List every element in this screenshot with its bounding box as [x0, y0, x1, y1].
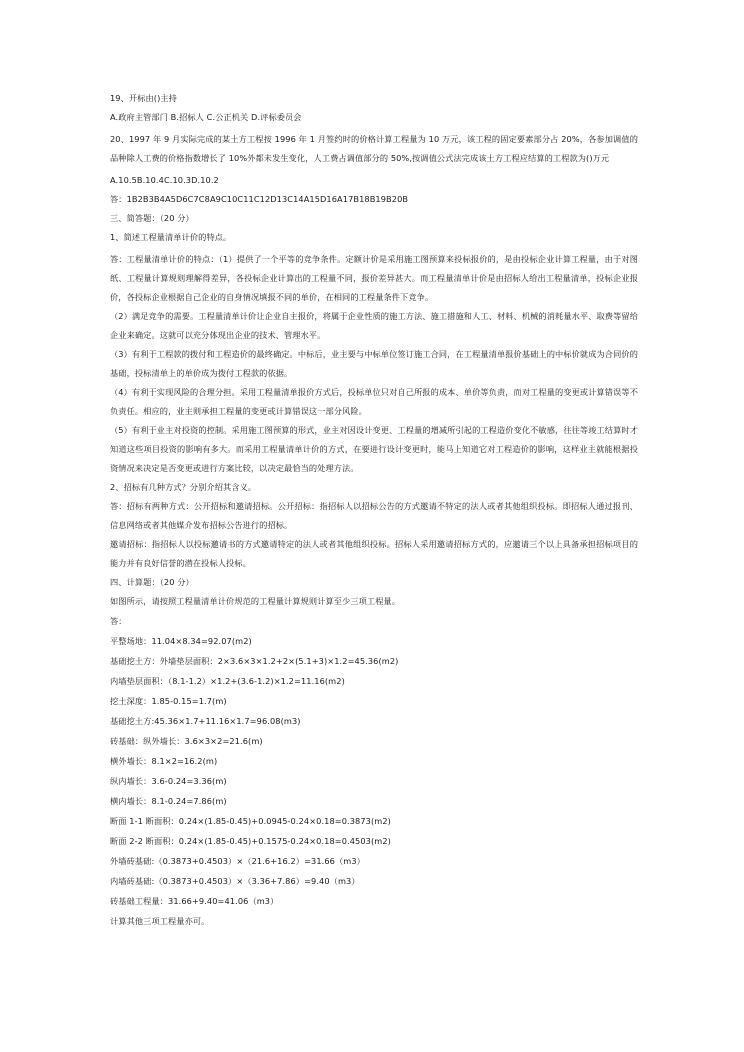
s3-answer-p1: 答：工程量清单计价的特点：（1）提供了一个平等的竞争条件。定额计价是采用施工图预算来投标报价的，是由投标企业计算工程量，由于对图纸、工程量计算规则理解得差异，各投标企业计算出的工程量不同，报价差异甚大。而工程量清单计价是由招标人给出工程量清单，投标企业报价，各投标企业根据自己企业的自身情况填报不同的单价，在相同的工程量条件下竞争。 [110, 254, 638, 302]
calc-line: 横外墙长：8.1×2=16.2(m) [110, 756, 218, 766]
section3-title: 三、简答题：（20 分） [110, 213, 194, 223]
q19-stem: 19、开标由()主持 [110, 93, 177, 103]
calc-line: 基础挖土方：外墙垫层面积：2×3.6×3×1.2+2×(5.1+3)×1.2=45.36(m2) [110, 656, 399, 666]
q20-options: A.10.5B.10.4C.10.3D.10.2 [110, 175, 219, 185]
answer-key: 答：1B2B3B4A5D6C7C8A9C10C11C12D13C14A15D16A17B18B19B20B [110, 194, 409, 204]
calc-line: 断面 1-1 断面积：0.24×(1.85-0.45)+0.0945-0.24×0.18=0.3873(m2) [110, 816, 391, 826]
s3-answer-p4: （4）有利于实现风险的合理分担。采用工程量清单报价方式后，投标单位只对自己所报的成本、单价等负责，而对工程量的变更或计算错误等不负责任。相应的，业主则承担工程量的变更或计算错误这一部分风险。 [110, 387, 638, 416]
calc-line: 纵内墙长：3.6-0.24=3.36(m) [110, 776, 227, 786]
calc-line: 平整场地：11.04×8.34=92.07(m2) [110, 636, 252, 646]
calc-line: 砖基础工程量：31.66+9.40=41.06（m3） [110, 896, 279, 906]
s3-answer-p3: （3）有利于工程款的拨付和工程造价的最终确定。中标后，业主要与中标单位签订施工合同，在工程量清单报价基础上的中标价就成为合同价的基础，投标清单上的单价成为拨付工程款的依据。 [110, 349, 638, 378]
s3-answer-p2: （2）满足竞争的需要。工程量清单计价让企业自主报价，将属于企业性质的施工方法、施工措施和人工、材料、机械的消耗量水平、取费等留给企业来确定。这就可以充分体现出企业的技术、管理水平。 [110, 311, 638, 340]
calculation-lines [110, 631, 638, 931]
calc-line: 断面 2-2 断面积：0.24×(1.85-0.45)+0.1575-0.24×0.18=0.4503(m2) [110, 836, 391, 846]
s3-answer-p5: （5）有利于业主对投资的控制。采用施工图预算的形式，业主对因设计变更、工程量的增减所引起的工程造价变化不敏感，往往等竣工结算时才知道这些项目投资的影响有多大。而采用工程量清单计价的方式，在要进行设计变更时，能马上知道它对工程造价的影响，这样业主就能根据投资情况来决定是否变更或进行方案比较，以决定最恰当的处理方法。 [110, 425, 638, 473]
s3-question-2: 2、招标有几种方式？分别介绍其含义。 [110, 482, 257, 492]
document-page [110, 92, 638, 931]
q20-stem: 20、1997 年 9 月实际完成的某土方工程按 1996 年 1 月签约时的价格计算工程量为 10 万元，该工程的固定要素部分占 20%，各参加调值的品种除人工费的价格指数增长了 10%外都未发生变化，人工费占调值部分的 50%,按调值公式法完成该土方工程应结算的工程款为()万元 [110, 134, 638, 163]
section4-title: 四、计算题：（20 分） [110, 577, 194, 587]
s3-q2-answer-p1: 答：招标有两种方式：公开招标和邀请招标。公开招标：指招标人以招标公告的方式邀请不特定的法人或者其他组织投标。即招标人通过报刊、信息网络或者其他媒介发布招标公告进行的招标。 [110, 501, 638, 530]
s3-q2-answer-p2: 邀请招标：指招标人以投标邀请书的方式邀请特定的法人或者其他组织投标。招标人采用邀请招标方式的，应邀请三个以上具备承担招标项目的能力并有良好信誉的潜在投标人投标。 [110, 539, 638, 568]
calc-line: 内墙垫层面积：（8.1-1.2）×1.2+(3.6-1.2)×1.2=11.16(m2) [110, 676, 345, 686]
s4-answer-label: 答： [110, 616, 127, 626]
calc-line: 横内墙长：8.1-0.24=7.86(m) [110, 796, 227, 806]
s4-intro: 如图所示，请按照工程量清单计价规范的工程量计算规则计算至少三项工程量。 [110, 596, 401, 606]
s3-question-1: 1、简述工程量清单计价的特点。 [110, 232, 232, 242]
calc-line: 外墙砖基础:（0.3873+0.4503）×（21.6+16.2）=31.66（m3） [110, 856, 365, 866]
calc-line: 挖土深度：1.85-0.15=1.7(m) [110, 696, 227, 706]
calc-line: 砖基础：纵外墙长：3.6×3×2=21.6(m) [110, 736, 263, 746]
q19-options: A.政府主管部门 B.招标人 C.公正机关 D.评标委员会 [110, 112, 302, 122]
calc-line: 内墙砖基础:（0.3873+0.4503）×（3.36+7.86）=9.40（m3） [110, 876, 360, 886]
calc-line: 基础挖土方:45.36×1.7+11.16×1.7=96.08(m3) [110, 716, 301, 726]
calc-line: 计算其他三项工程量亦可。 [110, 916, 210, 926]
